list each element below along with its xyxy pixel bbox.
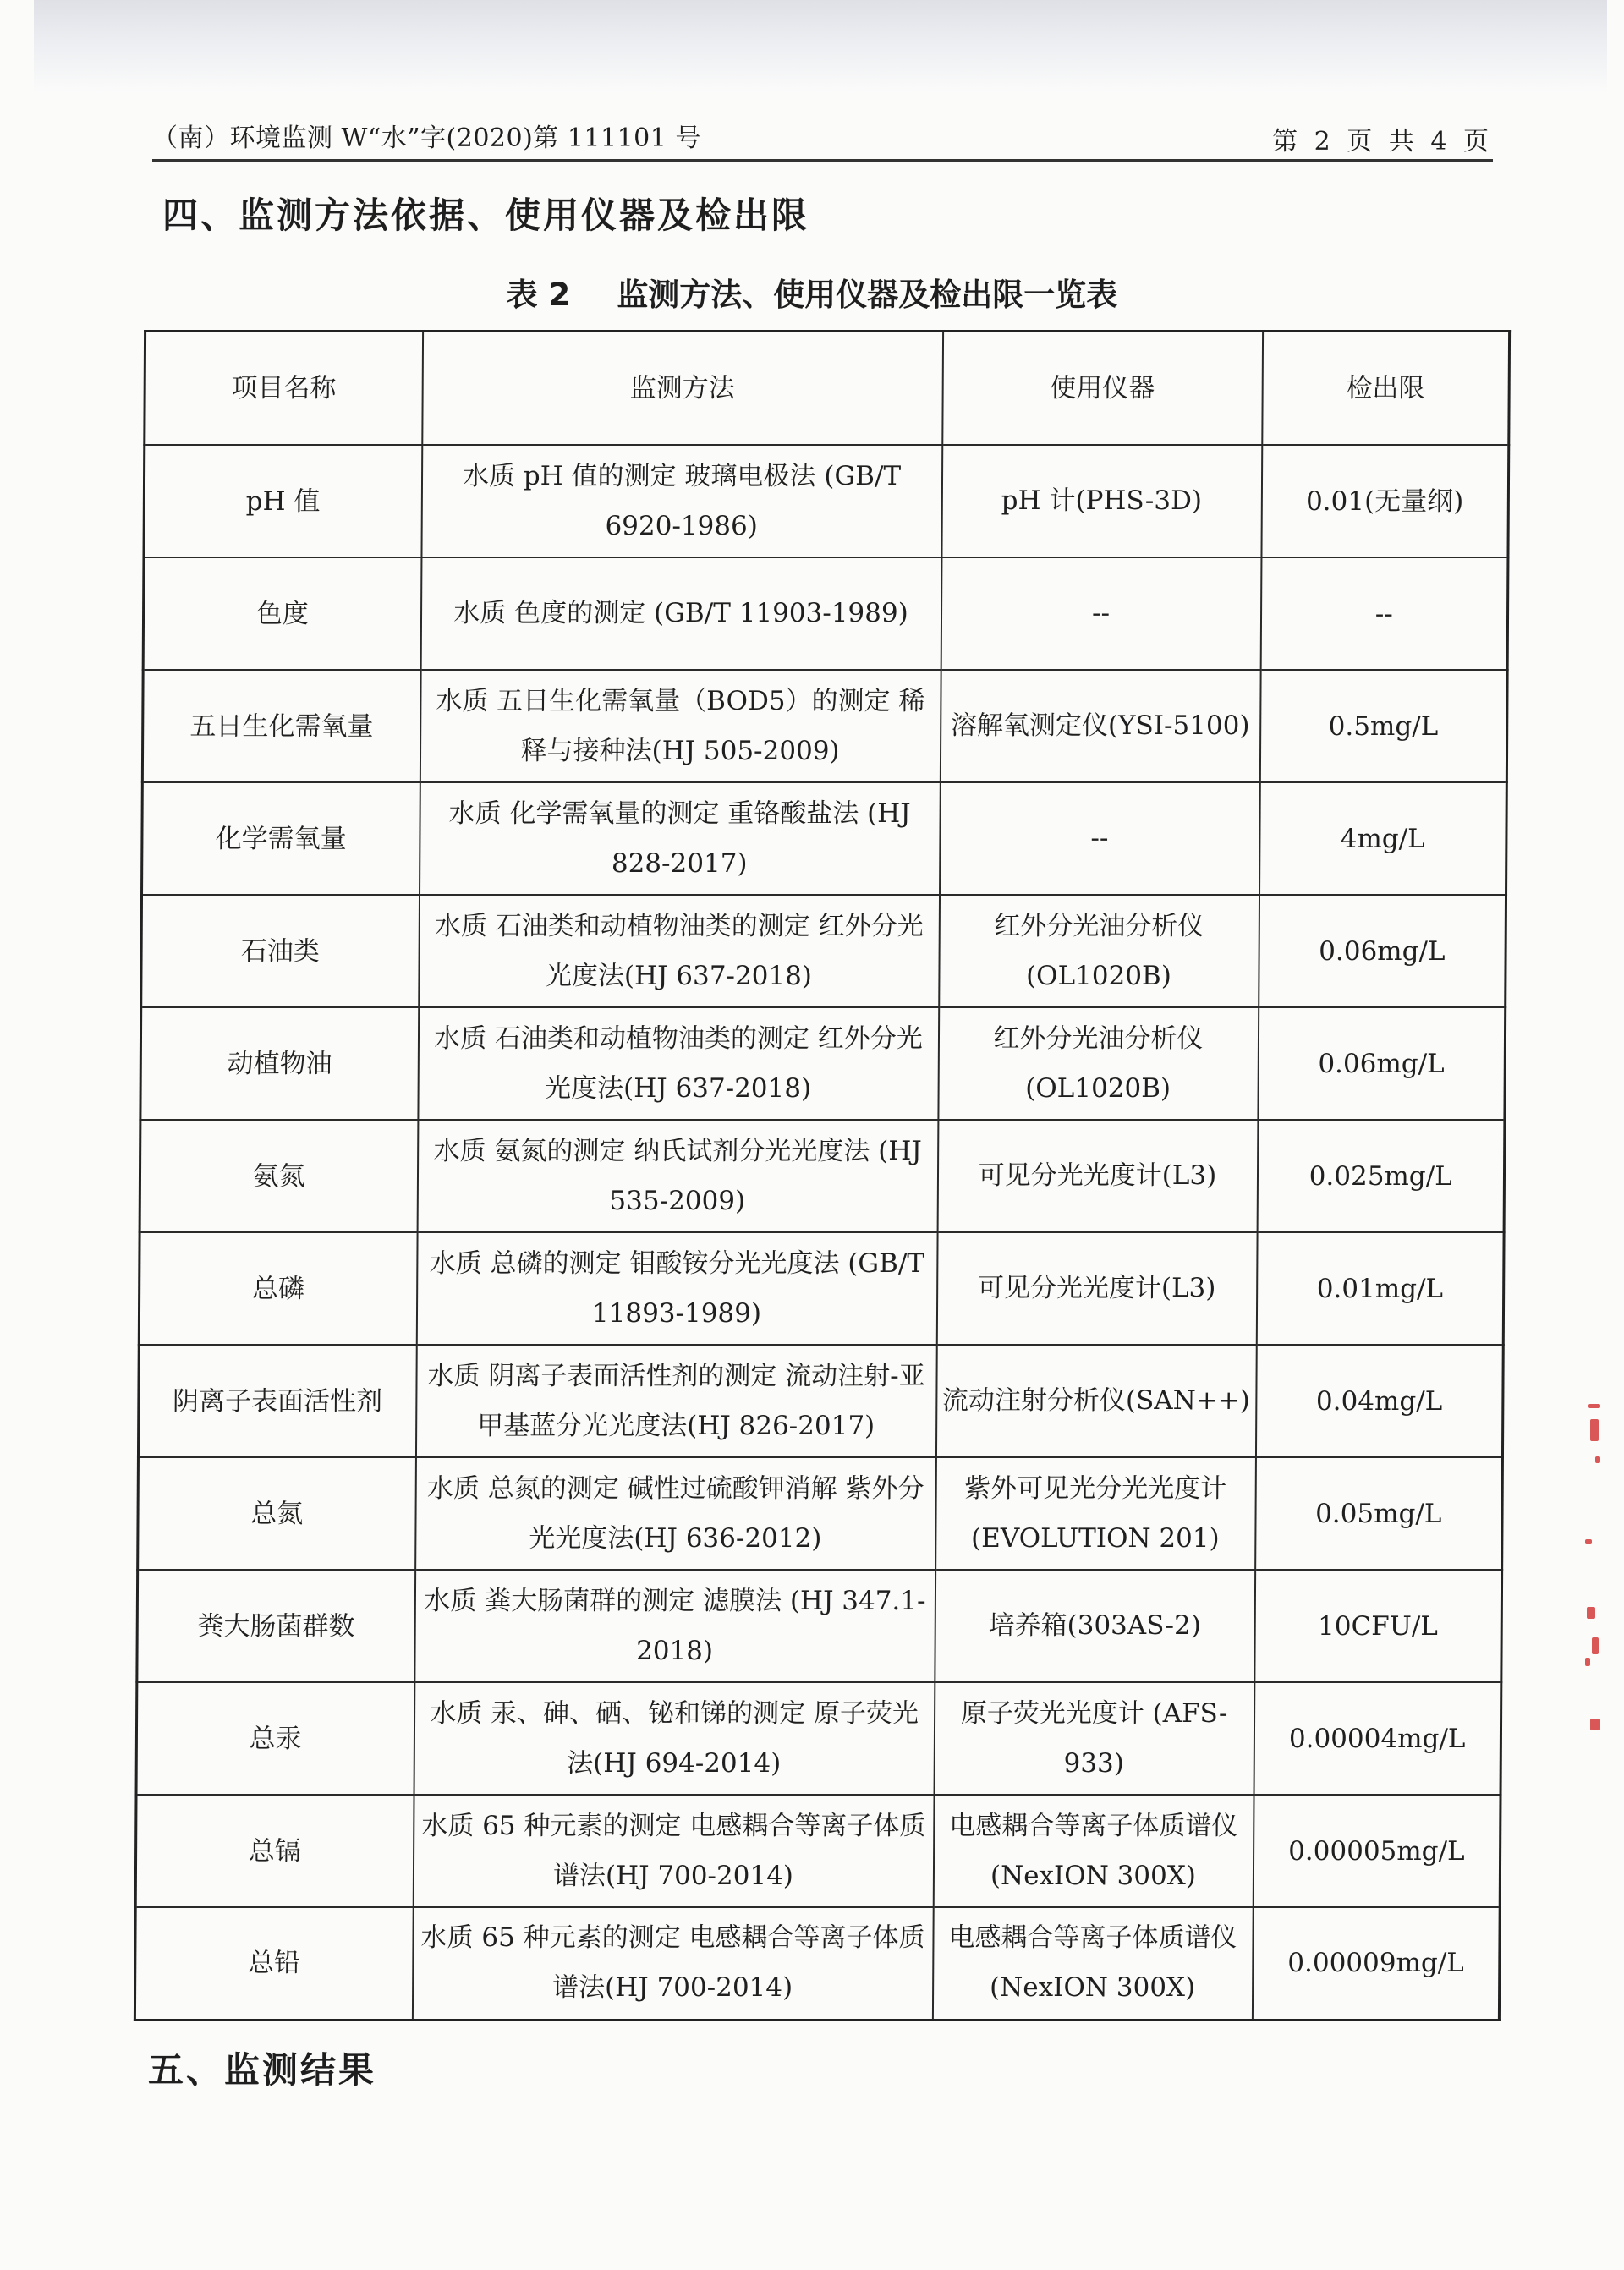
method-cell: 水质 色度的测定 (GB/T 11903-1989) [420,557,941,670]
table-row [142,782,1507,895]
method-cell: 水质 总氮的测定 碱性过硫酸钾消解 紫外分光光度法(HJ 636-2012) [415,1457,936,1570]
instrument-cell: 可见分光光度计(L3) [937,1120,1258,1232]
item-cell: 五日生化需氧量 [142,670,420,782]
col-header-instrument: 使用仪器 [942,332,1263,446]
detection-limit-cell: 0.04mg/L [1255,1345,1503,1457]
red-seal-fragment [1583,1404,1604,1759]
method-cell: 水质 粪大肠菌群的测定 滤膜法 (HJ 347.1-2018) [414,1570,935,1682]
detection-limit-cell: 0.00009mg/L [1252,1907,1500,2020]
detection-limit-cell: 0.01(无量纲) [1261,445,1509,557]
instrument-cell: 溶解氧测定仪(YSI-5100) [940,670,1260,782]
detection-limit-cell: 0.06mg/L [1258,1007,1506,1120]
item-cell: 总铅 [134,1907,413,2020]
method-cell: 水质 65 种元素的测定 电感耦合等离子体质谱法(HJ 700-2014) [413,1795,934,1907]
table-row [136,1682,1501,1795]
instrument-cell: 红外分光油分析仪 (OL1020B) [939,895,1259,1007]
table-row [138,1457,1503,1570]
section-5-title: 五、监测结果 [148,2049,377,2091]
method-cell: 水质 阴离子表面活性剂的测定 流动注射-亚甲基蓝分光光度法(HJ 826-2017) [415,1345,936,1457]
detection-limit-cell: 0.01mg/L [1256,1232,1504,1345]
item-cell: 动植物油 [140,1007,419,1120]
detection-limit-cell: 0.025mg/L [1257,1120,1505,1232]
item-cell: 总汞 [136,1682,414,1795]
doc-number: （南）环境监测 W“水”字(2020)第 111101 号 [152,123,701,153]
method-cell: 水质 五日生化需氧量（BOD5）的测定 稀释与接种法(HJ 505-2009) [420,670,941,782]
instrument-cell: -- [940,782,1260,895]
detection-limit-cell: 0.00005mg/L [1253,1795,1501,1907]
item-cell: 氨氮 [140,1120,418,1232]
table-row [144,445,1509,557]
table-body [134,445,1508,2020]
table-row [135,1795,1501,1907]
table-row [140,1007,1506,1120]
detection-limit-cell: 0.05mg/L [1255,1457,1503,1570]
detection-limit-cell: 10CFU/L [1254,1570,1502,1682]
table-row [142,670,1507,782]
table-row [143,557,1508,670]
instrument-cell: 紫外可见光分光光度计 (EVOLUTION 201) [935,1457,1256,1570]
item-cell: 色度 [143,557,421,670]
item-cell: 总镉 [135,1795,414,1907]
table-row [137,1570,1502,1682]
table-title: 监测方法、使用仪器及检出限一览表 [617,277,1118,313]
page-header [152,117,1493,162]
instrument-cell: 培养箱(303AS-2) [935,1570,1255,1682]
instrument-cell: -- [941,557,1261,670]
table-caption [0,269,1624,315]
method-cell: 水质 总磷的测定 钼酸铵分光光度法 (GB/T 11893-1989) [416,1232,937,1345]
scan-shadow [34,0,1607,93]
instrument-cell: 原子荧光光度计 (AFS-933) [934,1682,1254,1795]
method-cell: 水质 汞、砷、硒、铋和锑的测定 原子荧光法(HJ 694-2014) [414,1682,935,1795]
detection-limit-cell: -- [1260,557,1508,670]
method-table-wrapper [134,330,1508,2021]
table-row [138,1345,1503,1457]
instrument-cell: 流动注射分析仪(SAN++) [935,1345,1256,1457]
method-cell: 水质 pH 值的测定 玻璃电极法 (GB/T 6920-1986) [421,445,942,557]
method-cell: 水质 石油类和动植物油类的测定 红外分光光度法(HJ 637-2018) [418,1007,939,1120]
col-header-limit: 检出限 [1262,332,1510,446]
item-cell: 阴离子表面活性剂 [138,1345,416,1457]
table-row [140,1120,1505,1232]
item-cell: 总磷 [139,1232,417,1345]
section-4-title: 四、监测方法依据、使用仪器及检出限 [162,195,810,236]
method-cell: 水质 石油类和动植物油类的测定 红外分光光度法(HJ 637-2018) [419,895,940,1007]
table-number: 表 2 [506,277,571,313]
method-cell: 水质 65 种元素的测定 电感耦合等离子体质谱法(HJ 700-2014) [412,1907,933,2020]
method-cell: 水质 化学需氧量的测定 重铬酸盐法 (HJ 828-2017) [420,782,941,895]
item-cell: 总氮 [138,1457,416,1570]
instrument-cell: pH 计(PHS-3D) [941,445,1262,557]
method-table [134,330,1511,2021]
table-row [134,1907,1500,2020]
item-cell: 粪大肠菌群数 [137,1570,415,1682]
table-header-row [145,332,1510,446]
detection-limit-cell: 0.06mg/L [1259,895,1506,1007]
detection-limit-cell: 0.5mg/L [1259,670,1507,782]
detection-limit-cell: 4mg/L [1259,782,1507,895]
col-header-method: 监测方法 [422,332,943,446]
col-header-item: 项目名称 [145,332,423,446]
instrument-cell: 红外分光油分析仪 (OL1020B) [938,1007,1259,1120]
table-row [141,895,1506,1007]
instrument-cell: 电感耦合等离子体质谱仪(NexION 300X) [933,1795,1254,1907]
instrument-cell: 可见分光光度计(L3) [936,1232,1257,1345]
item-cell: 化学需氧量 [142,782,420,895]
instrument-cell: 电感耦合等离子体质谱仪(NexION 300X) [932,1907,1253,2020]
detection-limit-cell: 0.00004mg/L [1254,1682,1501,1795]
method-cell: 水质 氨氮的测定 纳氏试剂分光光度法 (HJ 535-2009) [417,1120,938,1232]
item-cell: pH 值 [144,445,422,557]
table-row [139,1232,1504,1345]
item-cell: 石油类 [141,895,420,1007]
page-number: 第 2 页 共 4 页 [1272,127,1493,156]
